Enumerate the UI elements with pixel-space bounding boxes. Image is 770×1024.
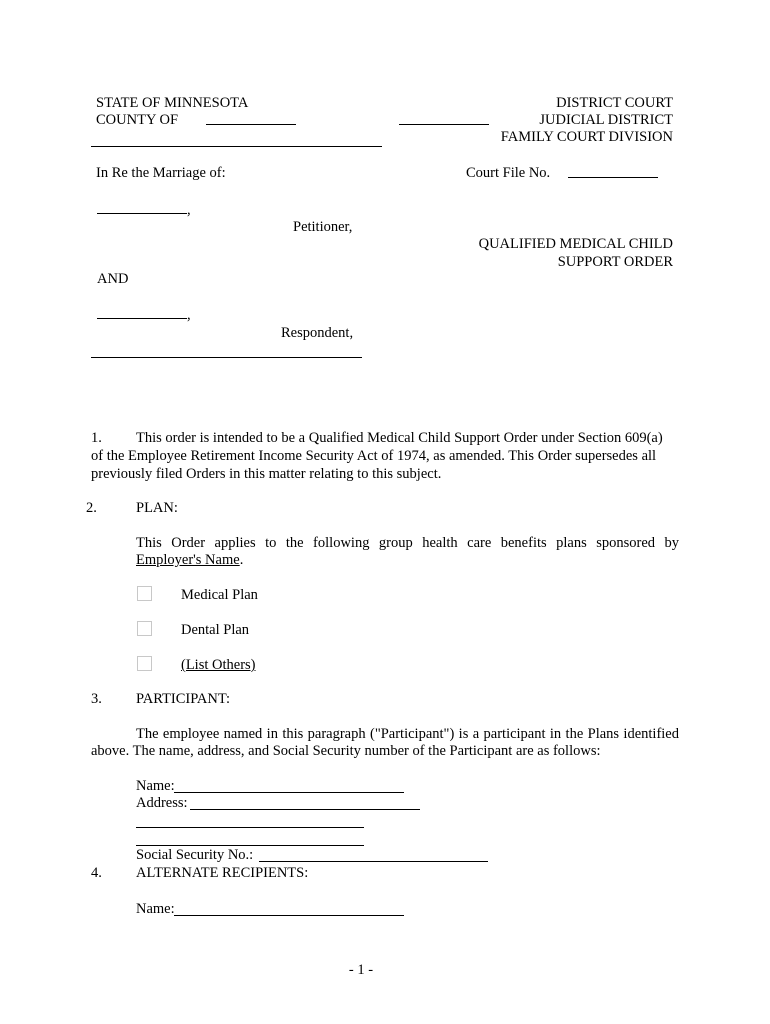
- order-title-line1: QUALIFIED MEDICAL CHILD: [478, 236, 673, 252]
- section-1-text-line3: previously filed Orders in this matter relating to this subject.: [91, 466, 442, 482]
- participant-address-blank-3[interactable]: [136, 845, 364, 846]
- participant-address-label: Address:: [136, 795, 188, 811]
- recipient-name-label: Name:: [136, 901, 175, 917]
- judicial-district-blank[interactable]: [399, 124, 489, 125]
- court-file-label: Court File No.: [466, 165, 551, 181]
- medical-plan-label: Medical Plan: [181, 587, 258, 603]
- court-file-blank[interactable]: [568, 177, 658, 178]
- section-1-text-line2: of the Employee Retirement Income Security Act of 1974, as amended. This Order supersedes all: [91, 448, 657, 464]
- family-court-label: FAMILY COURT DIVISION: [500, 129, 673, 145]
- respondent-name-blank[interactable]: [97, 318, 187, 319]
- judicial-district-label: JUDICIAL DISTRICT: [539, 112, 673, 128]
- participant-name-label: Name:: [136, 778, 175, 794]
- header-divider: [91, 146, 382, 147]
- participant-address-blank-2[interactable]: [136, 827, 364, 828]
- recipient-name-blank[interactable]: [174, 915, 404, 916]
- section-2-number: 2.: [86, 500, 97, 516]
- respondent-comma: ,: [187, 307, 191, 323]
- participant-name-blank[interactable]: [174, 792, 404, 793]
- and-label: AND: [97, 271, 129, 287]
- section-4-heading: ALTERNATE RECIPIENTS:: [136, 865, 309, 881]
- section-4-number: 4.: [91, 865, 102, 881]
- medical-plan-checkbox[interactable]: [137, 586, 152, 601]
- order-title-line2: SUPPORT ORDER: [557, 254, 673, 270]
- page-number: - 1 -: [348, 962, 374, 978]
- employer-period: .: [239, 552, 244, 568]
- other-plan-checkbox[interactable]: [137, 656, 152, 671]
- dental-plan-checkbox[interactable]: [137, 621, 152, 636]
- section-3-text-line2: above. The name, address, and Social Security number of the Participant are as follows:: [91, 743, 601, 759]
- participant-address-blank-1[interactable]: [190, 809, 420, 810]
- section-3-number: 3.: [91, 691, 102, 707]
- respondent-label: Respondent,: [281, 325, 354, 341]
- section-1-number: 1.: [91, 430, 102, 446]
- dental-plan-label: Dental Plan: [181, 622, 250, 638]
- participant-ssn-label: Social Security No.:: [136, 847, 254, 863]
- petitioner-label: Petitioner,: [293, 219, 353, 235]
- participant-ssn-blank[interactable]: [259, 861, 488, 862]
- other-plan-label[interactable]: (List Others): [181, 657, 256, 673]
- district-court-label: DISTRICT COURT: [556, 95, 673, 111]
- employer-name[interactable]: Employer's Name: [136, 552, 240, 568]
- section-3-text-line1: The employee named in this paragraph ("Participant") is a participant in the Plans identified: [136, 726, 679, 742]
- petitioner-name-blank[interactable]: [97, 213, 187, 214]
- section-2-text: This Order applies to the following group health care benefits plans sponsored by: [136, 535, 679, 551]
- section-2-heading: PLAN:: [136, 500, 178, 516]
- section-1-text-line1: This order is intended to be a Qualified Medical Child Support Order under Section 609(a): [136, 430, 663, 446]
- county-label: COUNTY OF: [96, 112, 179, 128]
- employer-name-line: [136, 552, 243, 569]
- section-3-heading: PARTICIPANT:: [136, 691, 231, 707]
- petitioner-comma: ,: [187, 202, 191, 218]
- caption-divider: [91, 357, 362, 358]
- in-re-label: In Re the Marriage of:: [96, 165, 226, 181]
- county-blank[interactable]: [206, 124, 296, 125]
- state-label: STATE OF MINNESOTA: [96, 95, 249, 111]
